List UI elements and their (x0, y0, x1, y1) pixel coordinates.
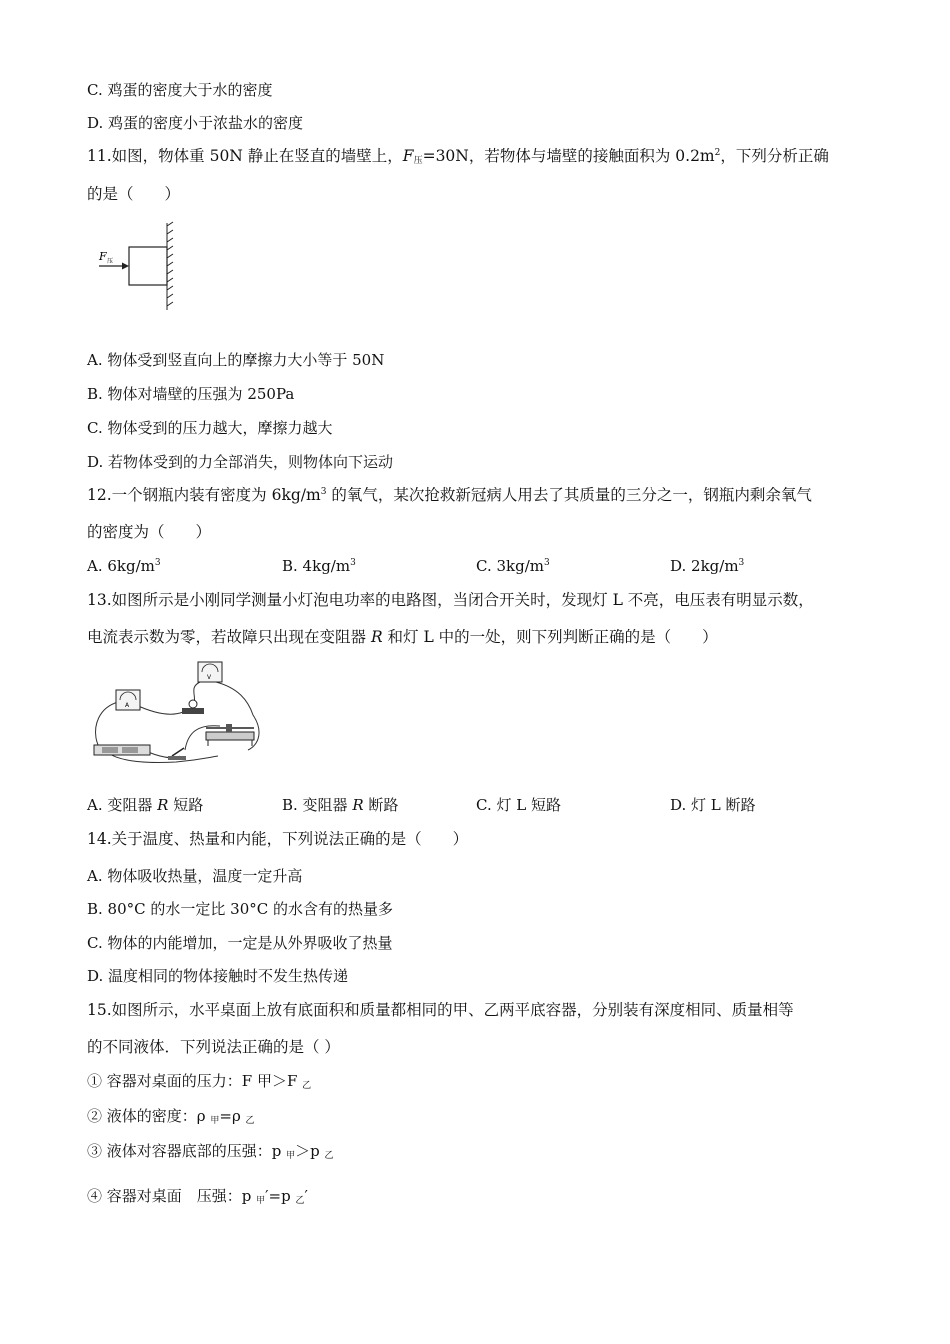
rheostat (206, 732, 254, 740)
ammeter-label: A (125, 702, 130, 709)
q12-option-b: B. $4kg/m^3$ (282, 557, 356, 575)
q12-stem: 12.一个钢瓶内装有密度为 $6kg/m^3$ 的氧气，某次抢救新冠病人用去了其质量的三分之一，钢瓶内剩余氧气 (87, 486, 812, 504)
q13-option-d: D. 灯 L 断路 (670, 796, 756, 814)
lamp-bulb (189, 700, 197, 708)
q13-stem-cont: 电流表示数为零，若故障只出现在变阻器 R 和灯 L 中的一处，则下列判断正确的是（ ） (87, 628, 718, 646)
q15-stem: 15.如图所示，水平桌面上放有底面积和质量都相同的甲、乙两平底容器，分别装有深度相同、质量相等 (87, 1001, 794, 1019)
q15-statement-2: ② 液体的密度：ρ $_甲$=ρ $_乙$ (87, 1107, 255, 1126)
q11-stem: 11.如图，物体重 50N 静止在竖直的墙壁上，$F_压=30N$，若物体与墙壁的接触面积为 $0.2m^2$，下列分析正确 (87, 147, 829, 166)
q14-option-d: D. 温度相同的物体接触时不发生热传递 (87, 967, 349, 985)
wire (136, 705, 183, 714)
q13-stem: 13.如图所示是小刚同学测量小灯泡电功率的电路图，当闭合开关时，发现灯 L 不亮，电压表有明显示数， (87, 591, 814, 609)
q15-statement-3: ③ 液体对容器底部的压强：p $_甲$＞p $_乙$ (87, 1142, 334, 1161)
lamp-base (182, 708, 204, 714)
force-label-sub: 压 (107, 258, 114, 265)
voltmeter-label: V (207, 674, 212, 681)
q12-option-d: D. $2kg/m^3$ (670, 557, 745, 575)
force-arrow (122, 263, 129, 270)
q12-stem-cont: 的密度为（ ） (87, 523, 212, 541)
q13-option-c: C. 灯 L 短路 (476, 796, 561, 814)
q13-circuit-figure (88, 660, 273, 772)
q11-option-a: A. 物体受到竖直向上的摩擦力大小等于 50N (87, 351, 385, 369)
q14-option-c: C. 物体的内能增加，一定是从外界吸收了热量 (87, 934, 393, 952)
q11-figure (95, 220, 185, 312)
q11-option-c: C. 物体受到的压力越大，摩擦力越大 (87, 419, 333, 437)
q11-stem-cont: 的是（ ） (87, 185, 181, 203)
force-label: F (99, 250, 107, 263)
q15-statement-4: ④ 容器对桌面 压强：p $_甲$′=p $_乙$′ (87, 1187, 308, 1206)
q14-option-b: B. 80°C 的水一定比 30°C 的水含有的热量多 (87, 900, 393, 918)
wall-hatch (167, 222, 173, 310)
q11-option-b: B. 物体对墙壁的压强为 250Pa (87, 385, 295, 403)
q12-option-c: C. $3kg/m^3$ (476, 557, 550, 575)
q10-option-c: C. 鸡蛋的密度大于水的密度 (87, 81, 273, 99)
q14-stem: 14.关于温度、热量和内能，下列说法正确的是（ ） (87, 830, 469, 848)
q15-stem-cont: 的不同液体．下列说法正确的是（ ） (87, 1038, 340, 1056)
switch (172, 748, 184, 756)
q13-option-a: A. 变阻器 R 短路 (87, 796, 204, 814)
q13-option-b: B. 变阻器 R 断路 (282, 796, 399, 814)
q12-option-a: A. $6kg/m^3$ (87, 557, 161, 575)
block (129, 247, 167, 285)
q10-option-d: D. 鸡蛋的密度小于浓盐水的密度 (87, 114, 304, 132)
q14-option-a: A. 物体吸收热量，温度一定升高 (87, 867, 303, 885)
q15-statement-1: ① 容器对桌面的压力：F 甲＞F $_乙$ (87, 1072, 312, 1091)
q11-option-d: D. 若物体受到的力全部消失，则物体向下运动 (87, 453, 394, 471)
